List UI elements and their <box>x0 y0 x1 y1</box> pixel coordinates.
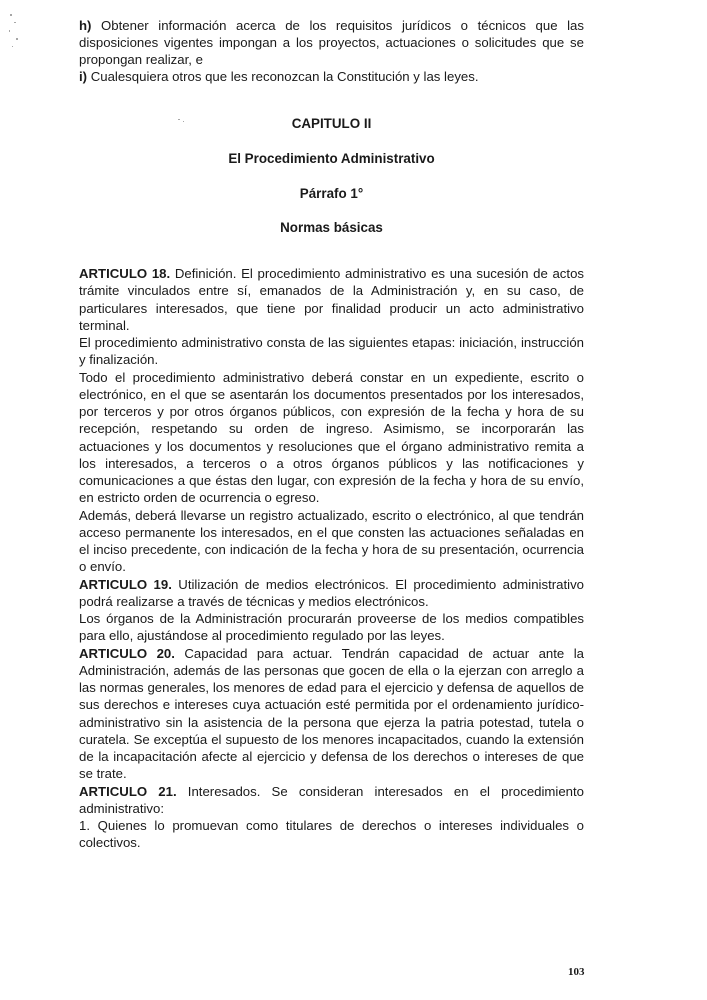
scan-speck <box>10 14 12 16</box>
article-21-interested <box>79 783 584 818</box>
scan-speck <box>12 46 13 47</box>
article-19-electronic-means <box>79 576 584 611</box>
item-text: Cualesquiera otros que les reconozcan la Constitución y las leyes. <box>87 69 479 84</box>
list-item-i <box>79 68 584 85</box>
scan-speck <box>16 38 18 40</box>
chapter-heading: CAPITULO II <box>291 116 372 131</box>
article-text: Definición. El procedimiento administrativo es una sucesión de actos trámite vinculados entre sí, emanados de la Administración y, en su caso, de particulares interesados, que tiene por finalidad producir un acto administrativo terminal. <box>79 266 584 333</box>
article-number: ARTICULO 21. <box>79 783 177 799</box>
section-title: Normas básicas <box>280 220 383 235</box>
intro-list <box>79 17 584 85</box>
scan-speck <box>9 30 10 32</box>
scan-speck <box>14 22 16 23</box>
item-marker: i) <box>79 69 88 84</box>
chapter-title: El Procedimiento Administrativo <box>228 151 435 166</box>
article-18-registro: Además, deberá llevarse un registro actualizado, escrito o electrónico, al que tendrán acceso permanente los interesados, en el que consten las actuaciones señaladas en el inciso precedente, con indicación de la fecha y hora de su presentación, ocurrencia o envío. <box>79 507 584 575</box>
article-number: ARTICULO 19. <box>79 576 172 592</box>
item-text: Obtener información acerca de los requisitos jurídicos o técnicos que las disposiciones vigentes impongan a los proyectos, actuaciones o solicitudes que se propongan realizar, e <box>79 18 584 67</box>
articles-body <box>79 265 584 852</box>
article-text: Utilización de medios electrónicos. El procedimiento administrativo podrá realizarse a través de técnicas y medios electrónicos. <box>79 576 584 609</box>
article-19-organs: Los órganos de la Administración procurarán proveerse de los medios compatibles para ello, ajustándose al procedimiento regulado por las leyes. <box>79 611 584 644</box>
paragraph-heading: Párrafo 1° <box>299 186 364 201</box>
article-20-capacity <box>79 645 584 783</box>
article-text: Capacidad para actuar. Tendrán capacidad de actuar ante la Administración, además de las personas que gocen de ella o la ejerzan con arreglo a las normas generales, los menores de edad para el ejercicio y defensa de aquellos de sus derechos e intereses cuya actuación esté permitida por el ordenamiento jurídico-administrativo sin la asistencia de la persona que ejerza la patria potestad, tutela o curatela. Se exceptúa el supuesto de los menores incapacitados, cuando la extensión de la incapacitación afecte al ejercicio y defensa de los derechos o intereses de que se trate. <box>79 645 584 782</box>
article-21-item-1: 1. Quienes lo promuevan como titulares de derechos o intereses individuales o colectivos. <box>79 818 584 851</box>
article-18-expediente: Todo el procedimiento administrativo deberá constar en un expediente, escrito o electrónico, en el que se asentarán los documentos presentados por los interesados, por terceros y por otros órganos públicos, con expresión de la fecha y hora de su recepción, respetando su orden de ingreso. Asimismo, se incorporarán las actuaciones y los documentos y resoluciones que el órgano administrativo remita a los interesados, a terceros o a otros órganos públicos y las notificaciones y comunicaciones a que éstas den lugar, con expresión de la fecha y hora de su envío, en estricto orden de ocurrencia o egreso. <box>79 369 584 506</box>
article-number: ARTICULO 18. <box>79 266 171 281</box>
article-text: Interesados. Se consideran interesados en el procedimiento administrativo: <box>79 783 584 816</box>
article-18-stages: El procedimiento administrativo consta de las siguientes etapas: iniciación, instrucción y finalización. <box>79 335 584 368</box>
article-18-definition <box>79 265 584 334</box>
article-number: ARTICULO 20. <box>79 645 175 661</box>
list-item-h <box>79 17 584 68</box>
item-marker: h) <box>79 18 92 33</box>
page-number: 103 <box>568 966 585 978</box>
